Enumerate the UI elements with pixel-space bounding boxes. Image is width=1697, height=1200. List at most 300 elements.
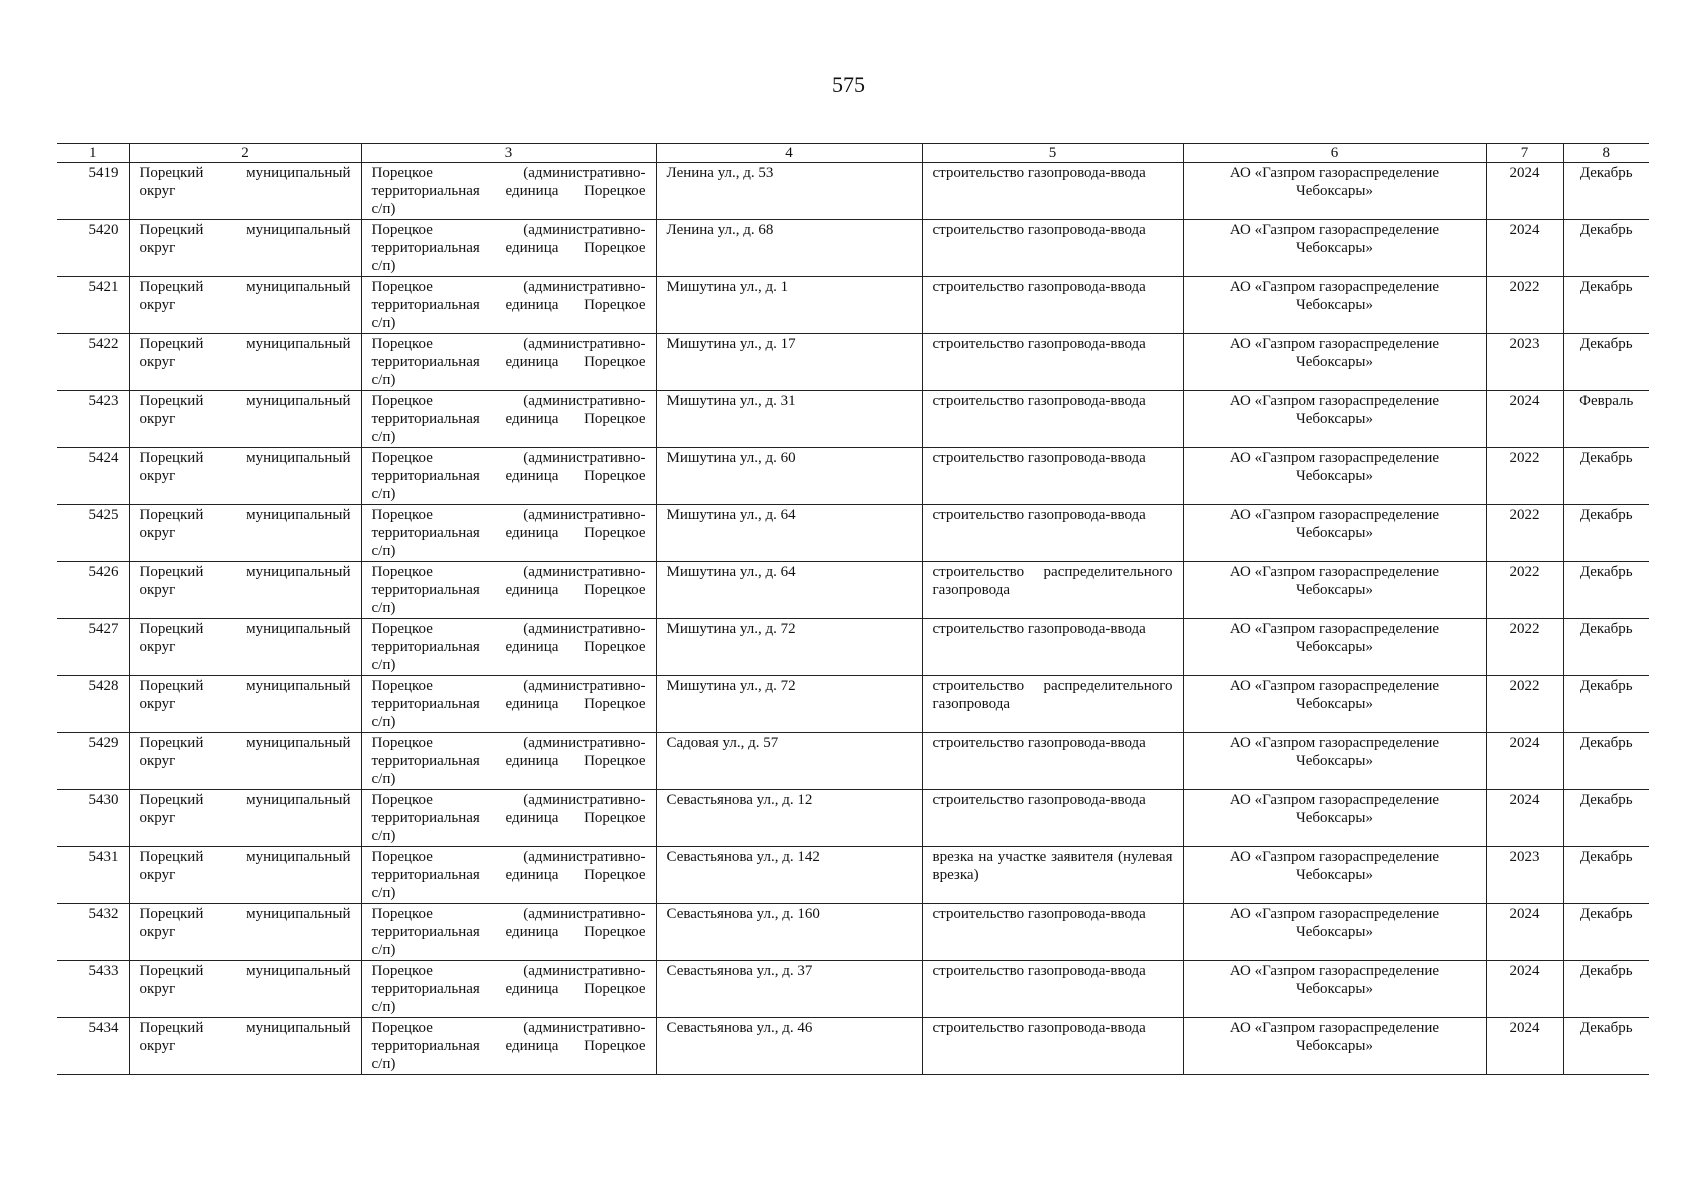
unit-type-word: единица bbox=[505, 582, 559, 598]
district-cell bbox=[129, 790, 361, 847]
unit-settlement: Порецкое bbox=[584, 810, 646, 826]
district-cell bbox=[129, 277, 361, 334]
organization-cell: АО «Газпром газораспределение Чебоксары» bbox=[1183, 562, 1486, 619]
table-row bbox=[57, 220, 1649, 277]
district-cell bbox=[129, 163, 361, 220]
district-name: Порецкий bbox=[139, 621, 204, 637]
work-type-cell: строительство газопровода-ввода bbox=[922, 334, 1183, 391]
unit-suffix: с/п) bbox=[371, 771, 396, 787]
territorial-unit-cell bbox=[361, 277, 656, 334]
row-number: 5420 bbox=[57, 220, 129, 277]
year-cell: 2022 bbox=[1486, 448, 1563, 505]
month-cell: Декабрь bbox=[1563, 1018, 1649, 1075]
district-suffix: округ bbox=[139, 525, 176, 541]
unit-name: Порецкое bbox=[371, 336, 433, 352]
unit-type-word: единица bbox=[505, 924, 559, 940]
organization-cell: АО «Газпром газораспределение Чебоксары» bbox=[1183, 163, 1486, 220]
work-type-cell: строительство газопровода-ввода bbox=[922, 733, 1183, 790]
district-type: муниципальный bbox=[246, 564, 351, 580]
organization-cell: АО «Газпром газораспределение Чебоксары» bbox=[1183, 847, 1486, 904]
organization-cell: АО «Газпром газораспределение Чебоксары» bbox=[1183, 961, 1486, 1018]
unit-type: (административно- bbox=[523, 735, 646, 751]
unit-type-word: единица bbox=[505, 981, 559, 997]
unit-type: (административно- bbox=[523, 792, 646, 808]
unit-type: (административно- bbox=[523, 165, 646, 181]
unit-name: Порецкое bbox=[371, 564, 433, 580]
unit-settlement: Порецкое bbox=[584, 696, 646, 712]
unit-type-word: территориальная bbox=[371, 183, 480, 199]
unit-name: Порецкое bbox=[371, 165, 433, 181]
unit-type-word: единица bbox=[505, 468, 559, 484]
address-cell: Севастьянова ул., д. 12 bbox=[656, 790, 922, 847]
organization-cell: АО «Газпром газораспределение Чебоксары» bbox=[1183, 220, 1486, 277]
year-cell: 2024 bbox=[1486, 733, 1563, 790]
district-type: муниципальный bbox=[246, 792, 351, 808]
unit-type-word: единица bbox=[505, 639, 559, 655]
row-number: 5422 bbox=[57, 334, 129, 391]
table-row bbox=[57, 505, 1649, 562]
unit-type: (административно- bbox=[523, 222, 646, 238]
unit-name: Порецкое bbox=[371, 792, 433, 808]
year-cell: 2022 bbox=[1486, 619, 1563, 676]
unit-type-word: территориальная bbox=[371, 1038, 480, 1054]
row-number: 5428 bbox=[57, 676, 129, 733]
district-suffix: округ bbox=[139, 696, 176, 712]
column-header: 3 bbox=[361, 144, 656, 163]
district-name: Порецкий bbox=[139, 906, 204, 922]
district-name: Порецкий bbox=[139, 393, 204, 409]
month-cell: Декабрь bbox=[1563, 505, 1649, 562]
unit-suffix: с/п) bbox=[371, 543, 396, 559]
unit-type-word: единица bbox=[505, 867, 559, 883]
month-cell: Декабрь bbox=[1563, 847, 1649, 904]
territorial-unit-cell bbox=[361, 904, 656, 961]
row-number: 5425 bbox=[57, 505, 129, 562]
district-suffix: округ bbox=[139, 468, 176, 484]
address-cell: Севастьянова ул., д. 37 bbox=[656, 961, 922, 1018]
table-row bbox=[57, 334, 1649, 391]
table-row bbox=[57, 277, 1649, 334]
unit-type-word: территориальная bbox=[371, 468, 480, 484]
district-type: муниципальный bbox=[246, 678, 351, 694]
unit-settlement: Порецкое bbox=[584, 981, 646, 997]
district-cell bbox=[129, 904, 361, 961]
unit-settlement: Порецкое bbox=[584, 183, 646, 199]
column-header: 5 bbox=[922, 144, 1183, 163]
work-type-cell: строительство газопровода-ввода bbox=[922, 277, 1183, 334]
territorial-unit-cell bbox=[361, 1018, 656, 1075]
address-cell: Ленина ул., д. 68 bbox=[656, 220, 922, 277]
year-cell: 2024 bbox=[1486, 961, 1563, 1018]
work-type-cell: строительство газопровода-ввода bbox=[922, 391, 1183, 448]
unit-type: (административно- bbox=[523, 621, 646, 637]
unit-type-word: территориальная bbox=[371, 981, 480, 997]
unit-type: (административно- bbox=[523, 279, 646, 295]
territorial-unit-cell bbox=[361, 562, 656, 619]
year-cell: 2023 bbox=[1486, 847, 1563, 904]
table-row bbox=[57, 961, 1649, 1018]
table-row bbox=[57, 847, 1649, 904]
month-cell: Декабрь bbox=[1563, 163, 1649, 220]
district-type: муниципальный bbox=[246, 393, 351, 409]
unit-type: (административно- bbox=[523, 906, 646, 922]
table-row bbox=[57, 676, 1649, 733]
table-row bbox=[57, 163, 1649, 220]
unit-name: Порецкое bbox=[371, 507, 433, 523]
unit-settlement: Порецкое bbox=[584, 240, 646, 256]
territorial-unit-cell bbox=[361, 961, 656, 1018]
unit-suffix: с/п) bbox=[371, 942, 396, 958]
unit-type-word: единица bbox=[505, 183, 559, 199]
work-type-cell: врезка на участке заявителя (нулевая врезка) bbox=[922, 847, 1183, 904]
unit-settlement: Порецкое bbox=[584, 753, 646, 769]
row-number: 5419 bbox=[57, 163, 129, 220]
unit-type-word: единица bbox=[505, 297, 559, 313]
district-type: муниципальный bbox=[246, 222, 351, 238]
row-number: 5430 bbox=[57, 790, 129, 847]
territorial-unit-cell bbox=[361, 733, 656, 790]
unit-settlement: Порецкое bbox=[584, 582, 646, 598]
unit-type: (административно- bbox=[523, 564, 646, 580]
district-cell bbox=[129, 847, 361, 904]
month-cell: Декабрь bbox=[1563, 733, 1649, 790]
district-suffix: округ bbox=[139, 924, 176, 940]
unit-name: Порецкое bbox=[371, 393, 433, 409]
territorial-unit-cell bbox=[361, 619, 656, 676]
unit-type: (административно- bbox=[523, 849, 646, 865]
organization-cell: АО «Газпром газораспределение Чебоксары» bbox=[1183, 448, 1486, 505]
year-cell: 2023 bbox=[1486, 334, 1563, 391]
address-cell: Мишутина ул., д. 17 bbox=[656, 334, 922, 391]
district-cell bbox=[129, 1018, 361, 1075]
address-cell: Мишутина ул., д. 72 bbox=[656, 619, 922, 676]
unit-type: (административно- bbox=[523, 1020, 646, 1036]
unit-suffix: с/п) bbox=[371, 315, 396, 331]
district-name: Порецкий bbox=[139, 963, 204, 979]
district-suffix: округ bbox=[139, 1038, 176, 1054]
unit-type-word: территориальная bbox=[371, 411, 480, 427]
row-number: 5429 bbox=[57, 733, 129, 790]
table-row bbox=[57, 1018, 1649, 1075]
row-number: 5432 bbox=[57, 904, 129, 961]
district-name: Порецкий bbox=[139, 165, 204, 181]
unit-type-word: территориальная bbox=[371, 867, 480, 883]
district-suffix: округ bbox=[139, 354, 176, 370]
district-cell bbox=[129, 562, 361, 619]
unit-suffix: с/п) bbox=[371, 258, 396, 274]
district-cell bbox=[129, 334, 361, 391]
address-cell: Мишутина ул., д. 1 bbox=[656, 277, 922, 334]
unit-type-word: единица bbox=[505, 354, 559, 370]
month-cell: Декабрь bbox=[1563, 961, 1649, 1018]
district-suffix: округ bbox=[139, 411, 176, 427]
month-cell: Декабрь bbox=[1563, 220, 1649, 277]
district-type: муниципальный bbox=[246, 507, 351, 523]
district-suffix: округ bbox=[139, 981, 176, 997]
address-cell: Садовая ул., д. 57 bbox=[656, 733, 922, 790]
organization-cell: АО «Газпром газораспределение Чебоксары» bbox=[1183, 619, 1486, 676]
territorial-unit-cell bbox=[361, 163, 656, 220]
month-cell: Декабрь bbox=[1563, 562, 1649, 619]
table-row bbox=[57, 619, 1649, 676]
unit-name: Порецкое bbox=[371, 450, 433, 466]
district-type: муниципальный bbox=[246, 450, 351, 466]
row-number: 5427 bbox=[57, 619, 129, 676]
address-cell: Мишутина ул., д. 72 bbox=[656, 676, 922, 733]
district-name: Порецкий bbox=[139, 564, 204, 580]
year-cell: 2024 bbox=[1486, 220, 1563, 277]
unit-settlement: Порецкое bbox=[584, 525, 646, 541]
unit-settlement: Порецкое bbox=[584, 639, 646, 655]
table-body bbox=[57, 163, 1649, 1075]
district-name: Порецкий bbox=[139, 1020, 204, 1036]
year-cell: 2022 bbox=[1486, 505, 1563, 562]
unit-type-word: территориальная bbox=[371, 639, 480, 655]
address-cell: Мишутина ул., д. 31 bbox=[656, 391, 922, 448]
table-row bbox=[57, 790, 1649, 847]
territorial-unit-cell bbox=[361, 448, 656, 505]
district-suffix: округ bbox=[139, 297, 176, 313]
unit-type: (административно- bbox=[523, 336, 646, 352]
territorial-unit-cell bbox=[361, 676, 656, 733]
month-cell: Декабрь bbox=[1563, 277, 1649, 334]
work-type-cell: строительство газопровода-ввода bbox=[922, 619, 1183, 676]
organization-cell: АО «Газпром газораспределение Чебоксары» bbox=[1183, 1018, 1486, 1075]
district-cell bbox=[129, 391, 361, 448]
district-cell bbox=[129, 505, 361, 562]
unit-type-word: территориальная bbox=[371, 924, 480, 940]
unit-type-word: единица bbox=[505, 810, 559, 826]
unit-type-word: территориальная bbox=[371, 354, 480, 370]
year-cell: 2022 bbox=[1486, 562, 1563, 619]
organization-cell: АО «Газпром газораспределение Чебоксары» bbox=[1183, 790, 1486, 847]
row-number: 5434 bbox=[57, 1018, 129, 1075]
district-type: муниципальный bbox=[246, 336, 351, 352]
month-cell: Февраль bbox=[1563, 391, 1649, 448]
unit-name: Порецкое bbox=[371, 963, 433, 979]
table-row bbox=[57, 448, 1649, 505]
unit-type-word: территориальная bbox=[371, 582, 480, 598]
work-type-cell: строительство газопровода-ввода bbox=[922, 790, 1183, 847]
district-cell bbox=[129, 220, 361, 277]
year-cell: 2022 bbox=[1486, 277, 1563, 334]
address-cell: Мишутина ул., д. 64 bbox=[656, 505, 922, 562]
unit-type: (административно- bbox=[523, 678, 646, 694]
page-number: 575 bbox=[832, 72, 865, 97]
address-cell: Севастьянова ул., д. 160 bbox=[656, 904, 922, 961]
work-type-cell: строительство газопровода-ввода bbox=[922, 1018, 1183, 1075]
district-type: муниципальный bbox=[246, 165, 351, 181]
unit-type-word: единица bbox=[505, 753, 559, 769]
work-type-cell: строительство газопровода-ввода bbox=[922, 220, 1183, 277]
unit-suffix: с/п) bbox=[371, 372, 396, 388]
year-cell: 2024 bbox=[1486, 391, 1563, 448]
unit-suffix: с/п) bbox=[371, 201, 396, 217]
unit-suffix: с/п) bbox=[371, 714, 396, 730]
district-cell bbox=[129, 961, 361, 1018]
unit-settlement: Порецкое bbox=[584, 867, 646, 883]
unit-name: Порецкое bbox=[371, 906, 433, 922]
district-type: муниципальный bbox=[246, 735, 351, 751]
district-name: Порецкий bbox=[139, 735, 204, 751]
unit-name: Порецкое bbox=[371, 279, 433, 295]
year-cell: 2022 bbox=[1486, 676, 1563, 733]
work-type-cell: строительство газопровода-ввода bbox=[922, 163, 1183, 220]
district-suffix: округ bbox=[139, 240, 176, 256]
work-type-cell: строительство газопровода-ввода bbox=[922, 904, 1183, 961]
year-cell: 2024 bbox=[1486, 1018, 1563, 1075]
district-name: Порецкий bbox=[139, 222, 204, 238]
unit-type: (административно- bbox=[523, 393, 646, 409]
row-number: 5431 bbox=[57, 847, 129, 904]
unit-type-word: единица bbox=[505, 525, 559, 541]
column-header: 2 bbox=[129, 144, 361, 163]
table-row bbox=[57, 733, 1649, 790]
column-header: 7 bbox=[1486, 144, 1563, 163]
month-cell: Декабрь bbox=[1563, 904, 1649, 961]
unit-name: Порецкое bbox=[371, 1020, 433, 1036]
district-type: муниципальный bbox=[246, 279, 351, 295]
unit-type-word: единица bbox=[505, 1038, 559, 1054]
unit-type: (административно- bbox=[523, 963, 646, 979]
district-type: муниципальный bbox=[246, 621, 351, 637]
organization-cell: АО «Газпром газораспределение Чебоксары» bbox=[1183, 904, 1486, 961]
district-suffix: округ bbox=[139, 582, 176, 598]
unit-settlement: Порецкое bbox=[584, 297, 646, 313]
district-suffix: округ bbox=[139, 867, 176, 883]
unit-type-word: территориальная bbox=[371, 297, 480, 313]
district-name: Порецкий bbox=[139, 678, 204, 694]
district-name: Порецкий bbox=[139, 450, 204, 466]
unit-suffix: с/п) bbox=[371, 657, 396, 673]
organization-cell: АО «Газпром газораспределение Чебоксары» bbox=[1183, 334, 1486, 391]
unit-suffix: с/п) bbox=[371, 1056, 396, 1072]
district-name: Порецкий bbox=[139, 849, 204, 865]
district-name: Порецкий bbox=[139, 507, 204, 523]
territorial-unit-cell bbox=[361, 391, 656, 448]
district-suffix: округ bbox=[139, 639, 176, 655]
unit-type-word: территориальная bbox=[371, 696, 480, 712]
unit-type: (административно- bbox=[523, 450, 646, 466]
district-name: Порецкий bbox=[139, 336, 204, 352]
district-cell bbox=[129, 448, 361, 505]
work-type-cell: строительство распределительного газопровода bbox=[922, 562, 1183, 619]
unit-type: (административно- bbox=[523, 507, 646, 523]
address-cell: Севастьянова ул., д. 142 bbox=[656, 847, 922, 904]
organization-cell: АО «Газпром газораспределение Чебоксары» bbox=[1183, 277, 1486, 334]
row-number: 5423 bbox=[57, 391, 129, 448]
column-number-row bbox=[57, 144, 1649, 163]
unit-suffix: с/п) bbox=[371, 885, 396, 901]
territorial-unit-cell bbox=[361, 334, 656, 391]
unit-name: Порецкое bbox=[371, 621, 433, 637]
unit-name: Порецкое bbox=[371, 849, 433, 865]
territorial-unit-cell bbox=[361, 790, 656, 847]
month-cell: Декабрь bbox=[1563, 619, 1649, 676]
address-cell: Ленина ул., д. 53 bbox=[656, 163, 922, 220]
district-name: Порецкий bbox=[139, 792, 204, 808]
unit-suffix: с/п) bbox=[371, 600, 396, 616]
district-suffix: округ bbox=[139, 183, 176, 199]
column-header: 4 bbox=[656, 144, 922, 163]
column-header: 8 bbox=[1563, 144, 1649, 163]
district-name: Порецкий bbox=[139, 279, 204, 295]
organization-cell: АО «Газпром газораспределение Чебоксары» bbox=[1183, 676, 1486, 733]
unit-type-word: единица bbox=[505, 240, 559, 256]
territorial-unit-cell bbox=[361, 847, 656, 904]
district-type: муниципальный bbox=[246, 849, 351, 865]
unit-name: Порецкое bbox=[371, 678, 433, 694]
unit-settlement: Порецкое bbox=[584, 468, 646, 484]
unit-name: Порецкое bbox=[371, 735, 433, 751]
territorial-unit-cell bbox=[361, 220, 656, 277]
district-type: муниципальный bbox=[246, 906, 351, 922]
year-cell: 2024 bbox=[1486, 790, 1563, 847]
unit-suffix: с/п) bbox=[371, 828, 396, 844]
unit-suffix: с/п) bbox=[371, 999, 396, 1015]
organization-cell: АО «Газпром газораспределение Чебоксары» bbox=[1183, 505, 1486, 562]
table-row bbox=[57, 562, 1649, 619]
unit-type-word: единица bbox=[505, 411, 559, 427]
district-suffix: округ bbox=[139, 810, 176, 826]
column-header: 1 bbox=[57, 144, 129, 163]
unit-suffix: с/п) bbox=[371, 486, 396, 502]
district-cell bbox=[129, 733, 361, 790]
district-cell bbox=[129, 676, 361, 733]
district-suffix: округ bbox=[139, 753, 176, 769]
district-cell bbox=[129, 619, 361, 676]
territorial-unit-cell bbox=[361, 505, 656, 562]
row-number: 5421 bbox=[57, 277, 129, 334]
unit-type-word: территориальная bbox=[371, 240, 480, 256]
unit-type-word: единица bbox=[505, 696, 559, 712]
work-type-cell: строительство газопровода-ввода bbox=[922, 505, 1183, 562]
district-type: муниципальный bbox=[246, 1020, 351, 1036]
unit-settlement: Порецкое bbox=[584, 924, 646, 940]
address-cell: Мишутина ул., д. 60 bbox=[656, 448, 922, 505]
work-type-cell: строительство газопровода-ввода bbox=[922, 448, 1183, 505]
month-cell: Декабрь bbox=[1563, 448, 1649, 505]
unit-settlement: Порецкое bbox=[584, 354, 646, 370]
district-type: муниципальный bbox=[246, 963, 351, 979]
address-cell: Севастьянова ул., д. 46 bbox=[656, 1018, 922, 1075]
unit-type-word: территориальная bbox=[371, 753, 480, 769]
organization-cell: АО «Газпром газораспределение Чебоксары» bbox=[1183, 391, 1486, 448]
unit-name: Порецкое bbox=[371, 222, 433, 238]
month-cell: Декабрь bbox=[1563, 790, 1649, 847]
month-cell: Декабрь bbox=[1563, 334, 1649, 391]
year-cell: 2024 bbox=[1486, 904, 1563, 961]
unit-type-word: территориальная bbox=[371, 525, 480, 541]
table-row bbox=[57, 391, 1649, 448]
unit-suffix: с/п) bbox=[371, 429, 396, 445]
address-cell: Мишутина ул., д. 64 bbox=[656, 562, 922, 619]
unit-settlement: Порецкое bbox=[584, 411, 646, 427]
unit-type-word: территориальная bbox=[371, 810, 480, 826]
year-cell: 2024 bbox=[1486, 163, 1563, 220]
table-row bbox=[57, 904, 1649, 961]
row-number: 5433 bbox=[57, 961, 129, 1018]
organization-cell: АО «Газпром газораспределение Чебоксары» bbox=[1183, 733, 1486, 790]
registry-table bbox=[57, 143, 1649, 1075]
row-number: 5426 bbox=[57, 562, 129, 619]
work-type-cell: строительство газопровода-ввода bbox=[922, 961, 1183, 1018]
unit-settlement: Порецкое bbox=[584, 1038, 646, 1054]
row-number: 5424 bbox=[57, 448, 129, 505]
column-header: 6 bbox=[1183, 144, 1486, 163]
month-cell: Декабрь bbox=[1563, 676, 1649, 733]
work-type-cell: строительство распределительного газопровода bbox=[922, 676, 1183, 733]
